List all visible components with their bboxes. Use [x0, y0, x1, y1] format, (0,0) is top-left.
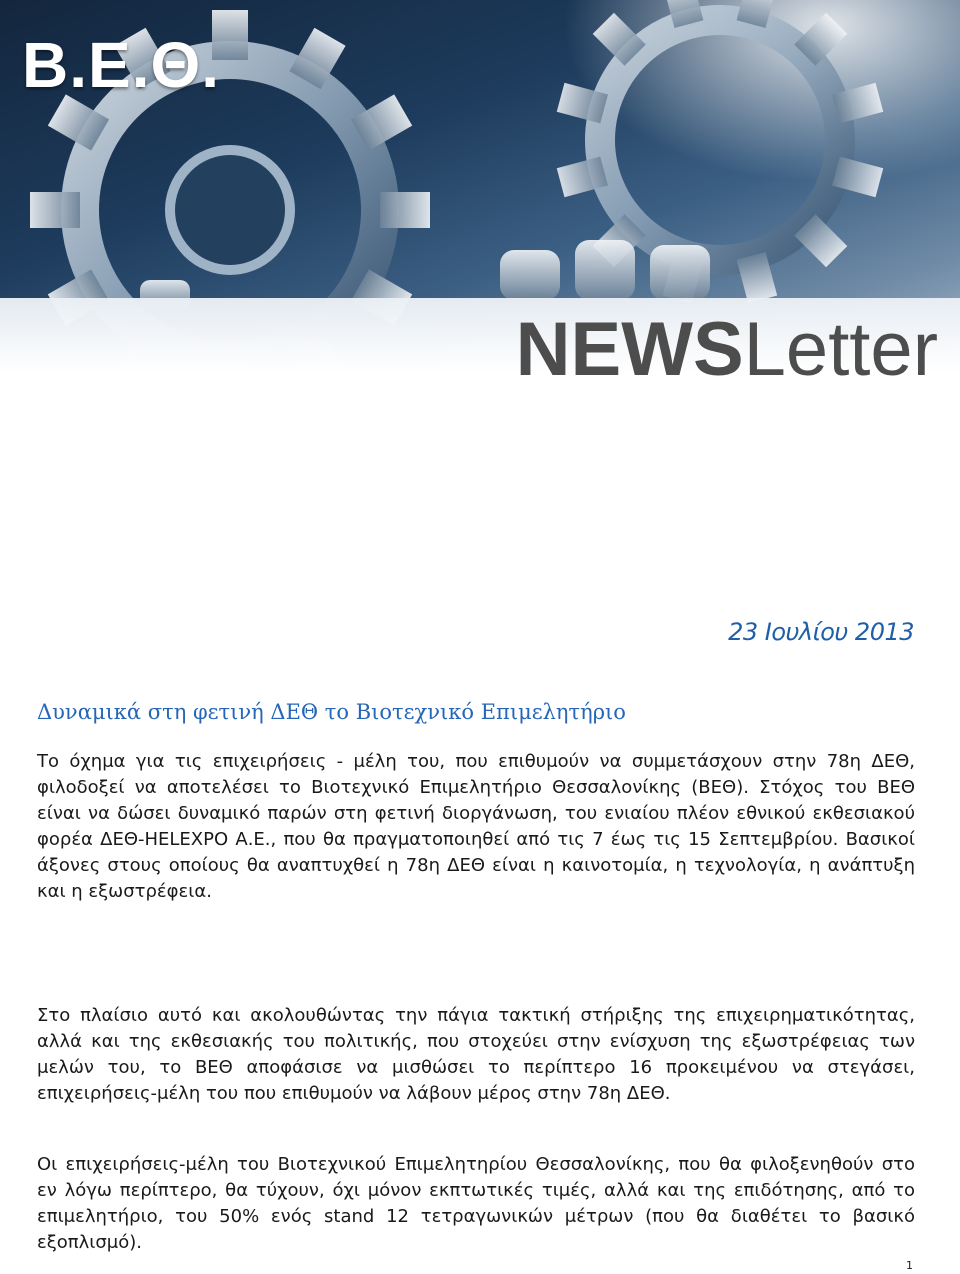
newsletter-title: [516, 305, 938, 395]
article-paragraph-2: Στο πλαίσιο αυτό και ακολουθώντας την πάγια τακτική στήριξης της επιχειρηματικότητας, αλλά και της εκθεσιακής του πολιτικής, που στοχεύει στην ενίσχυση της εξωστρέφειας των μελών του, το ΒΕΘ αποφάσισε να μισθώσει το περίπτερο 16 προκειμένου να στεγάσει, επιχειρήσεις-μέλη του που επιθυμούν να λάβουν μέρος στην 78η ΔΕΘ.: [37, 1005, 915, 1104]
newsletter-title-regular: Letter: [743, 307, 938, 392]
header-banner: [0, 0, 960, 405]
issue-date: 23 Ιουλίου 2013: [728, 618, 914, 646]
article-paragraph-1: Το όχημα για τις επιχειρήσεις - μέλη του, που επιθυμούν να συμμετάσχουν στην 78η ΔΕΘ, φιλοδοξεί να αποτελέσει το Βιοτεχνικό Επιμελητήριο Θεσσαλονίκης (ΒΕΘ). Στόχος του ΒΕΘ είναι να δώσει δυναμικό παρών στη φετινή διοργάνωση, του ενιαίου πλέον εθνικού εκθεσιακού φορέα ΔΕΘ-HELEXPO Α.Ε., που θα πραγματοποιηθεί από τις 7 έως τις 15 Σεπτεμβρίου. Βασικοί άξονες στους οποίους θα αναπτυχθεί η 78η ΔΕΘ είναι η καινοτομία, η τεχνολογία, η ανάπτυξη και η εξωστρέφεια.: [37, 751, 915, 902]
article-headline: Δυναμικά στη φετινή ΔΕΘ το Βιοτεχνικό Επιμελητήριο: [37, 700, 626, 724]
newsletter-title-bold: NEWS: [515, 307, 744, 392]
article-paragraph-3: Οι επιχειρήσεις-μέλη του Βιοτεχνικού Επιμελητηρίου Θεσσαλονίκης, που θα φιλοξενηθούν στο εν λόγω περίπτερο, θα τύχουν, όχι μόνον εκπτωτικές τιμές, αλλά και της επιδότησης, από το επιμελητήριο, του 50% ενός stand 12 τετραγωνικών μέτρων (που θα διαθέτει το βασικό εξοπλισμό).: [37, 1154, 915, 1253]
logo-beth: Β.Ε.Θ.: [22, 29, 221, 101]
page-number: 1: [906, 1259, 913, 1272]
